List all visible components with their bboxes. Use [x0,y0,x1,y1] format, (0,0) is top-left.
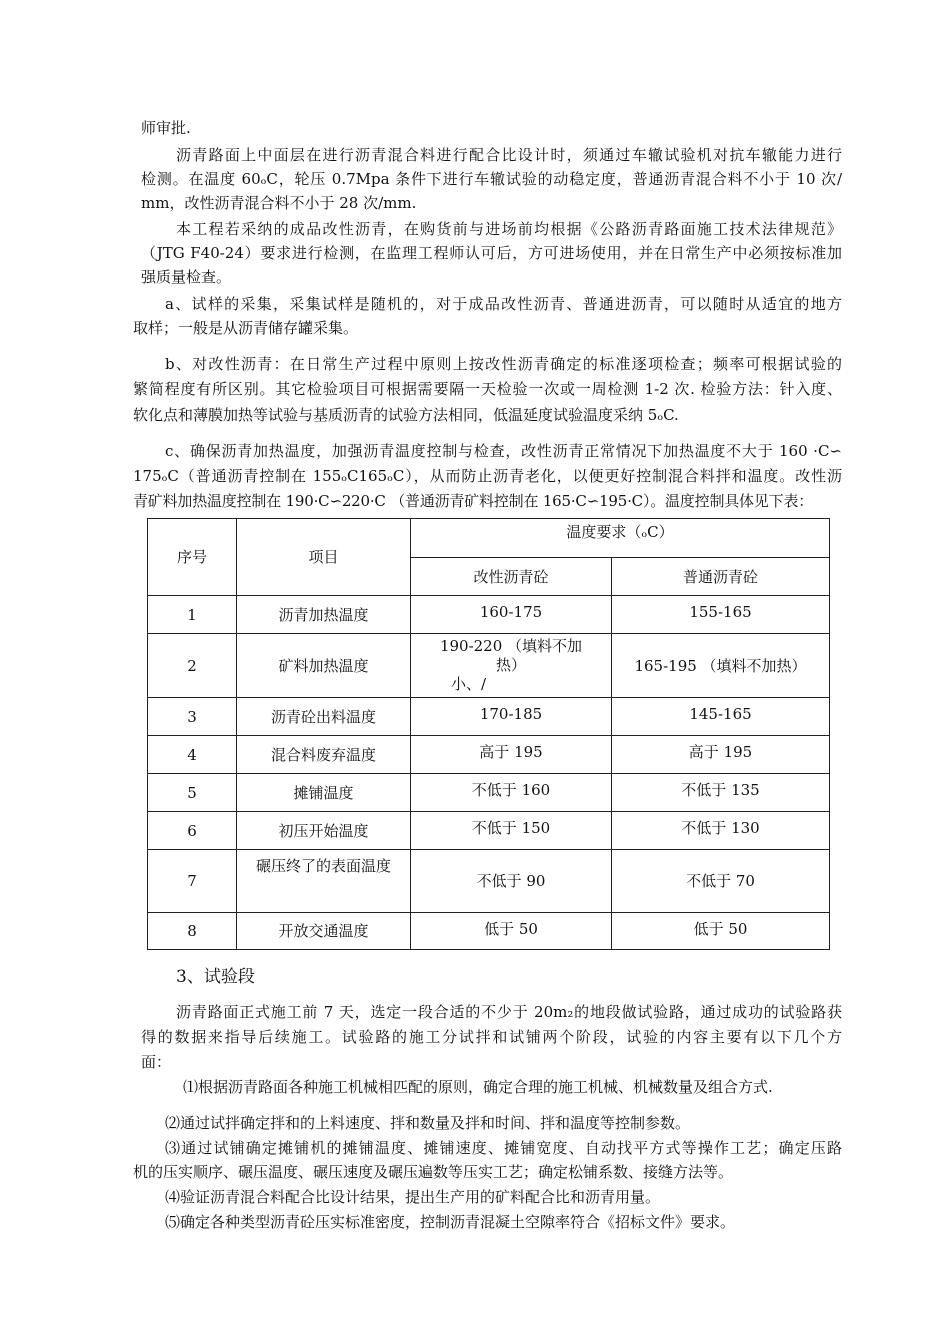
cell-normal: 低于 50 [612,913,830,950]
table-row [148,698,830,736]
paragraph-asphalt-line-3: 强质量检查。 [141,268,232,286]
cell-normal: 155-165 [612,596,830,634]
cell-seq: 5 [148,774,237,812]
list-item: 机的压实顺序、碾压温度、碾压速度及碾压遍数等压实工艺；确定松铺系数、接缝方法等。 [133,1163,734,1181]
paragraph-b-line-1: b、对改性沥青：在日常生产过程中原则上按改性沥青确定的标准逐项检查；频率可根据试验的 [165,355,842,373]
list-item: ⑵通过试拌确定拌和的上料速度、拌和数量及拌和时间、拌和温度等控制参数。 [165,1114,691,1132]
cell-item: 初压开始温度 [237,812,411,850]
cell-seq: 7 [148,850,237,913]
cell-seq: 8 [148,913,237,950]
cell-modified: 170-185 [411,698,612,736]
list-item: ⑴根据沥青路面各种施工机械相匹配的原则，确定合理的施工机械、机械数量及组合方式. [183,1078,773,1096]
cell-item: 混合料废弃温度 [237,736,411,774]
cell-modified-extra: 小、/ [451,675,487,693]
table-row [148,850,830,913]
cell-normal: 145-165 [612,698,830,736]
cell-item: 沥青砼出料温度 [237,698,411,736]
paragraph-continuation: 师审批. [141,119,191,137]
table-row [148,634,830,698]
table-row [148,596,830,634]
cell-normal: 不低于 135 [612,774,830,812]
cell-seq: 2 [148,634,237,698]
paragraph-a-line-2: 取样；一般是从沥青储存罐采集。 [133,319,359,337]
list-item: ⑷验证沥青混合料配合比设计结果，提出生产用的矿料配合比和沥青用量。 [165,1188,661,1206]
paragraph-rutting-line-2: 检测。在温度 60ₒC，轮压 0.7Mpa 条件下进行车辙试验的动稳定度，普通沥青混合料不小于 10 次/ [141,170,842,188]
paragraph-rutting-line-1: 沥青路面上中面层在进行沥青混合料进行配合比设计时，须通过车辙试验机对抗车辙能力进行 [176,146,842,164]
table-row [148,736,830,774]
cell-modified-main: 190-220 （填料不加热） [439,637,583,674]
paragraph-c-line-1: c、确保沥青加热温度，加强沥青温度控制与检查，改性沥青正常情况下加热温度不大于 160 ·C∽ [165,442,842,460]
cell-modified: 高于 195 [411,736,612,774]
paragraph-c-line-3: 青矿料加热温度控制在 190·C∽220·C （普通沥青矿料控制在 165·C∽195·C）。温度控制具体见下表： [133,492,814,510]
cell-item: 沥青加热温度 [237,596,411,634]
cell-seq: 3 [148,698,237,736]
cell-modified [411,634,612,698]
cell-item: 摊铺温度 [237,774,411,812]
header-temperature-group: 温度要求（ₒC） [411,519,830,558]
table-row [148,774,830,812]
paragraph-c-line-2: 175ₒC（普通沥青控制在 155ₒC165ₒC），从而防止沥青老化，以便更好控制混合料拌和温度。改性沥 [133,467,842,485]
paragraph-rutting-line-3: mm，改性沥青混合料不小于 28 次/mm. [141,194,417,212]
section-intro-line-2: 得的数据来指导后续施工。试验路的施工分试拌和试铺两个阶段，试验的内容主要有以下几个方 [141,1028,842,1046]
section-heading: 3、试验段 [176,967,255,987]
cell-modified: 不低于 150 [411,812,612,850]
paragraph-b-line-3: 软化点和薄膜加热等试验与基质沥青的试验方法相同，低温延度试验温度采纳 5ₒC. [133,406,679,424]
section-intro-line-3: 面： [141,1053,172,1071]
header-normal: 普通沥青砼 [612,558,830,596]
section-intro-line-1: 沥青路面正式施工前 7 天，选定一段合适的不少于 20m₂的地段做试验路，通过成功的试验路获 [176,1003,842,1021]
cell-seq: 4 [148,736,237,774]
paragraph-asphalt-line-2: （JTG F40-24）要求进行检测，在监理工程师认可后，方可进场使用，并在日常生产中必须按标准加 [141,244,842,262]
cell-seq: 6 [148,812,237,850]
paragraph-asphalt-line-1: 本工程若采纳的成品改性沥青，在购货前与进场前均根据《公路沥青路面施工技术法律规范》 [176,220,842,238]
cell-normal: 高于 195 [612,736,830,774]
paragraph-b-line-2: 繁简程度有所区别。其它检验项目可根据需要隔一天检验一次或一周检测 1-2 次. 检验方法：针入度、 [133,380,842,398]
cell-modified: 低于 50 [411,913,612,950]
table-row [148,812,830,850]
list-item: ⑸确定各种类型沥青砼压实标准密度，控制沥青混凝土空隙率符合《招标文件》要求。 [165,1213,736,1231]
header-item: 项目 [237,519,411,596]
header-modified: 改性沥青砼 [411,558,612,596]
cell-item: 开放交通温度 [237,913,411,950]
table-row [148,913,830,950]
list-item: ⑶通过试铺确定摊铺机的摊铺温度、摊铺速度、摊铺宽度、自动找平方式等操作工艺；确定压路 [165,1139,842,1157]
cell-modified: 不低于 160 [411,774,612,812]
cell-normal: 不低于 130 [612,812,830,850]
paragraph-a-line-1: a、试样的采集，采集试样是随机的，对于成品改性沥青、普通进沥青，可以随时从适宜的地方 [165,295,842,313]
cell-normal: 不低于 70 [612,850,830,913]
cell-modified: 160-175 [411,596,612,634]
cell-item: 矿料加热温度 [237,634,411,698]
header-seq: 序号 [148,519,237,596]
temperature-table [147,518,830,950]
cell-item: 碾压终了的表面温度 [237,850,411,913]
cell-normal: 165-195 （填料不加热） [612,634,830,698]
cell-modified: 不低于 90 [411,850,612,913]
cell-seq: 1 [148,596,237,634]
